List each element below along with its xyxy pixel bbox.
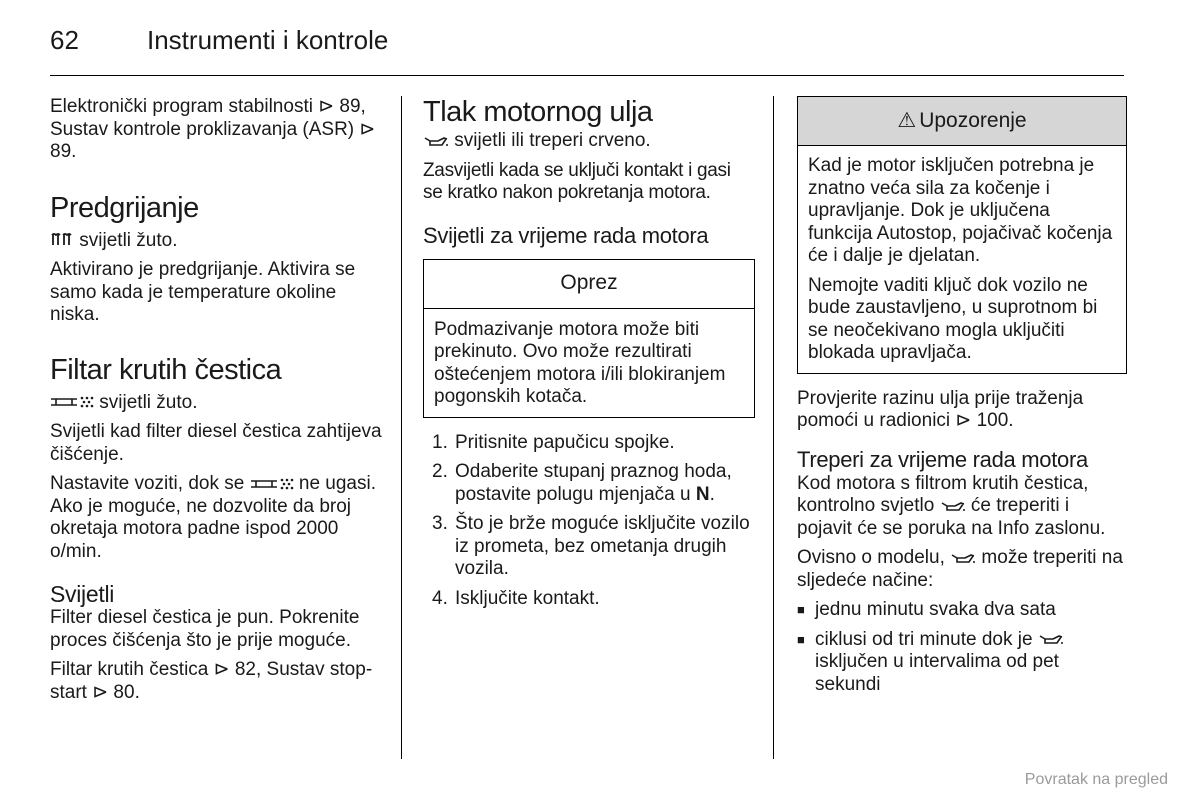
lamp-text: svijetli žuto. (99, 391, 198, 413)
treperi-text-2b: može treperiti na sljedeće načine: (797, 547, 1123, 591)
steps-list (423, 432, 755, 611)
column-3 (797, 96, 1127, 703)
step-text: Isključite kontakt. (455, 587, 600, 609)
subheading-treperi: Treperi za vrijeme rada motora (797, 446, 1088, 472)
lamp-line (50, 392, 385, 415)
oil-pressure-icon (1038, 633, 1064, 645)
column-divider-1 (401, 96, 402, 759)
bullet-text: jednu minutu svaka dva sata (815, 599, 1056, 620)
treperi-text-1a: Kod motora s filtrom krutih čestica, kontrolno svjetlo (797, 472, 1089, 516)
treperi-text-1b: će treperiti i pojavit će se poruka na Info zaslonu. (797, 495, 1106, 539)
oil-pressure-icon (940, 500, 966, 512)
step-number: 1. (432, 431, 448, 453)
step-number: 4. (432, 587, 448, 609)
warning-box (797, 96, 1127, 374)
filtar-text-2a: Nastavite voziti, dok se (50, 473, 245, 494)
back-to-overview-link[interactable]: Povratak na pregled (1024, 771, 1168, 788)
warning-header (798, 97, 1126, 146)
warning-text-2: Nemojte vaditi ključ dok vozilo ne bude zaustavljeno, u suprotnom bi se neočekivano mogla uključiti blokada upravljača. (808, 274, 1098, 363)
treperi-text-2a: Ovisno o modelu, (797, 547, 945, 568)
warning-body (798, 146, 1126, 373)
treperi-text-1 (797, 473, 1127, 541)
section-heading-filtar: Filtar krutih čestica (50, 353, 282, 386)
section-heading-svijetli: Svijetli (50, 581, 115, 607)
column-1 (50, 96, 385, 711)
svijetli-text-1: Filter diesel čestica je pun. Pokrenite proces čišćenja što je prije moguće. (50, 607, 360, 651)
lamp-text: svijetli žuto. (79, 229, 178, 251)
particle-filter-icon (50, 395, 94, 409)
bullet-icon: ■ (797, 602, 805, 617)
gear-letter: N (695, 483, 710, 505)
warning-triangle-icon: ⚠ (897, 108, 917, 132)
predgrijanje-text: Aktivirano je predgrijanje. Aktivira se samo kada je temperature okoline niska. (50, 259, 356, 325)
caution-title: Oprez (424, 260, 754, 309)
treperi-text-2 (797, 547, 1127, 592)
warning-text-1: Kad je motor isključen potrebna je znatno veća sila za kočenje i upravljanje. Dok je uključena funkcija Autostop, pojačivač kočenja će i dalje je djelatan. (808, 155, 1113, 266)
lamp-line (50, 230, 385, 253)
caution-text: Podmazivanje motora može biti prekinuto. Ovo može rezultirati oštećenjem motora i/ili blokiranjem pogonskih kotača. (434, 318, 726, 407)
header-divider (50, 75, 1124, 76)
bullet-text (815, 629, 1127, 697)
caution-box (423, 259, 755, 418)
bullet-text-b: isključen u intervalima od pet sekundi (815, 651, 1059, 695)
list-item (423, 513, 755, 581)
oil-pressure-icon (423, 135, 449, 147)
step-text: Što je brže moguće isključite vozilo iz prometa, bez ometanja drugih vozila. (455, 513, 750, 579)
lamp-text: svijetli ili treperi crveno. (454, 130, 651, 151)
filtar-text-2 (50, 473, 385, 563)
lamp-line (423, 130, 755, 153)
intro-text: Elektronički program stabilnosti ⊳ 89, Sustav kontrole proklizavanja (ASR) ⊳ 89. (50, 96, 376, 162)
bullet-list (797, 599, 1127, 696)
step-text-part: Odaberite stupanj praznog hoda, postavite polugu mjenjača u (455, 461, 732, 505)
list-item (423, 432, 755, 455)
bullet-text-a: ciklusi od tri minute dok je (815, 628, 1033, 650)
list-item (423, 461, 755, 506)
glow-plug-icon (50, 233, 74, 247)
step-text (455, 461, 755, 506)
bullet-icon: ■ (797, 631, 805, 647)
section-heading-predgrijanje: Predgrijanje (50, 191, 199, 224)
page-title: Instrumenti i kontrole (147, 25, 389, 55)
page-number: 62 (50, 25, 79, 55)
step-text: Pritisnite papučicu spojke. (455, 431, 675, 453)
oil-pressure-icon (950, 552, 976, 564)
step-number: 2. (432, 461, 448, 482)
provjerite-text: Provjerite razinu ulja prije traženja pomoći u radionici ⊳ 100. (797, 387, 1084, 431)
warning-title: Upozorenje (919, 108, 1027, 132)
step-number: 3. (432, 513, 448, 534)
list-item (423, 588, 755, 611)
subheading-svijetli-rad: Svijetli za vrijeme rada motora (423, 222, 709, 248)
particle-filter-icon (250, 477, 294, 491)
filtar-text-1: Svijetli kad filter diesel čestica zahtijeva čišćenje. (50, 421, 382, 465)
filtar-text-2b: ne ugasi. Ako je moguće, ne dozvolite da broj okretaja motora padne ispod 2000 o/min. (50, 473, 376, 562)
column-2 (423, 96, 755, 617)
column-divider-2 (773, 96, 774, 759)
section-heading-tlak: Tlak motornog ulja (423, 96, 653, 128)
list-item (797, 599, 1127, 622)
svijetli-text-2: Filtar krutih čestica ⊳ 82, Sustav stop-start ⊳ 80. (50, 659, 373, 703)
step-text-part: . (709, 483, 715, 505)
tlak-text: Zasvijetli kada se uključi kontakt i gasi se kratko nakon pokretanja motora. (423, 159, 731, 203)
list-item (797, 629, 1127, 697)
